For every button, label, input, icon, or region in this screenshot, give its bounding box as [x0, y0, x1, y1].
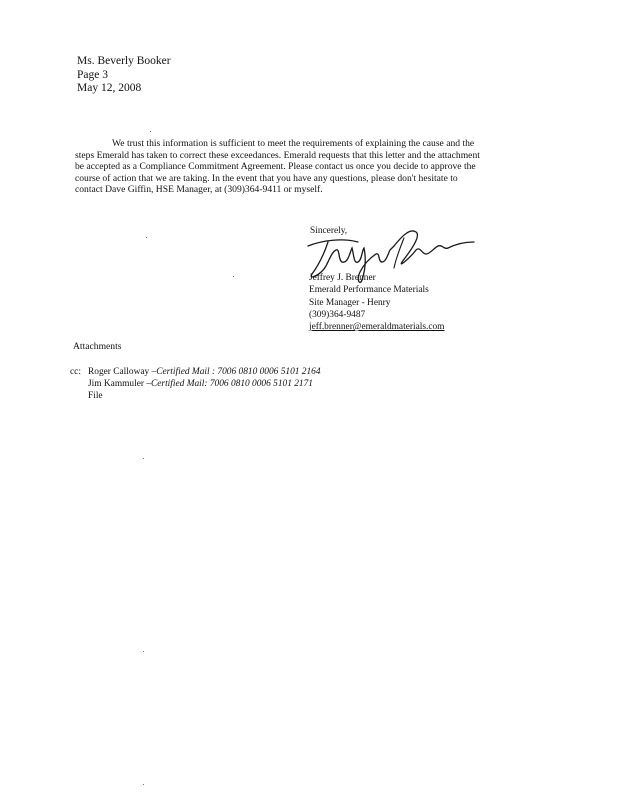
cc-row	[70, 390, 321, 402]
cc-recipient: Roger Calloway –	[88, 367, 157, 377]
scan-speck	[143, 784, 144, 785]
body-paragraph	[75, 138, 523, 196]
cc-row	[70, 366, 321, 378]
signer-phone: (309)364-9487	[309, 309, 366, 320]
cc-mail-method: Certified Mail : 7006 0810 0006 5101 2164	[156, 367, 321, 377]
signature-block	[309, 272, 444, 333]
page-number: Page 3	[77, 68, 108, 81]
cc-recipient: Jim Kammuler –	[88, 379, 152, 389]
scan-speck	[146, 237, 147, 238]
closing-salutation: Sincerely,	[310, 226, 348, 236]
cc-row	[70, 378, 321, 390]
body-line: be accepted as a Compliance Commitment Agreement. Please contact us once you decide to approve the	[75, 161, 476, 173]
cc-mail-method: Certified Mail: 7006 0810 0006 5101 2171	[151, 379, 313, 389]
body-line: contact Dave Giffin, HSE Manager, at (309)364-9411 or myself.	[75, 184, 323, 196]
letter-header	[77, 55, 171, 96]
body-line: steps Emerald has taken to correct these exceedances. Emerald requests that this letter and the attachment	[75, 149, 480, 161]
attachments-label: Attachments	[73, 341, 122, 352]
cc-list	[70, 366, 321, 402]
signer-email-link[interactable]: jeff.brenner@emeraldmaterials.com	[309, 322, 445, 333]
body-line: We trust this information is sufficient to meet the requirements of explaining the cause and the	[112, 138, 475, 149]
scan-speck	[143, 651, 144, 652]
scan-speck	[233, 276, 234, 277]
body-line: course of action that we are taking. In the event that you have any questions, please don't hesitate to	[75, 172, 458, 184]
letter-date: May 12, 2008	[77, 82, 142, 94]
recipient-name: Ms. Beverly Booker	[77, 55, 171, 67]
cc-label: cc:	[70, 367, 81, 377]
signer-name: Jeffrey J. Brenner	[309, 273, 376, 283]
scan-speck	[143, 458, 144, 459]
signer-company: Emerald Performance Materials	[309, 285, 429, 296]
scan-speck	[150, 131, 151, 132]
signer-title: Site Manager - Henry	[309, 297, 391, 308]
cc-recipient: File	[88, 391, 103, 401]
